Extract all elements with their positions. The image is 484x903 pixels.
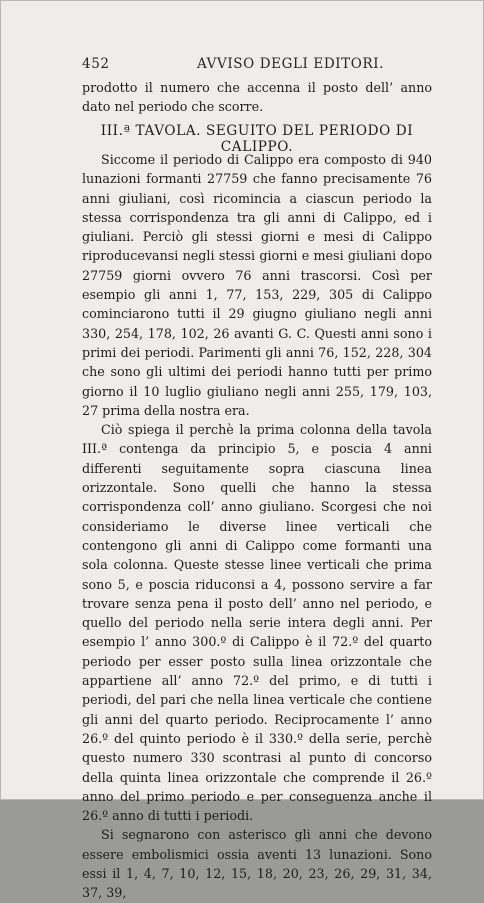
paragraph: Ciò spiega il perchè la prima colonna della tavola III.ª contenga da principio 5, e poscia 4 anni differenti seguitamente sopra ciascuna linea orizzontale. Sono quelli che hanno la stessa corrispondenza coll’ anno giuliano. Scorgesi che noi consideriamo le diverse linee verticali che contengono gli anni di Calippo come formanti una sola colonna. Queste stesse linee verticali che prima sono 5, e poscia riduconsi a 4, possono servire a far trovare senza pena il posto dell’ anno nel periodo, e quello del periodo nella serie intera degli anni. Per esempio l’ anno 300.º di Calippo è il 72.º del quarto periodo per esser posto sulla linea orizzontale che appartiene all’ anno 72.º del primo, e di tutti i periodi, del pari che nella linea verticale che contiene gli anni del quarto periodo. Reciprocamente l’ anno 26.º del quinto periodo è il 330.º della serie, perchè questo numero 330 scontrasi al punto di concorso della quinta linea orizzontale che comprende il 26.º anno del primo periodo e per conseguenza anche il 26.º anno di tutti i periodi. [82, 422, 432, 824]
paragraph: Si segnarono con asterisco gli anni che devono essere embolismici ossia aventi 13 lunazioni. Sono essi il 1, 4, 7, 10, 12, 15, 18, 20, 23, 26, 29, 31, 34, 37, 39, [82, 827, 432, 901]
continuation-text: prodotto il numero che accenna il posto dell’ anno dato nel periodo che scorre. [82, 80, 432, 115]
page-number: 452 [82, 56, 110, 72]
section-title: III.ª TAVOLA. SEGUITO DEL PERIODO DI CALIPPO. [100, 123, 414, 155]
body-text [82, 150, 432, 903]
running-title: AVVISO DEGLI EDITORI. [197, 56, 385, 72]
paragraph: Siccome il periodo di Calippo era composto di 940 lunazioni formanti 27759 che fanno precisamente 76 anni giuliani, così ricomincia a ciascun periodo la stessa corrispondenza tra gli anni di Calippo, ed i giuliani. Perciò gli stessi giorni e mesi di Calippo riproducevansi negli stessi giorni e mesi giuliani dopo 27759 giorni ovvero 76 anni trascorsi. Così per esempio gli anni 1, 77, 153, 229, 305 di Calippo cominciarono tutti il 29 giugno giuliano negli anni 330, 254, 178, 102, 26 avanti G. C. Questi anni sono i primi dei periodi. Parimenti gli anni 76, 152, 228, 304 che sono gli ultimi dei periodi hanno tutti per primo giorno il 10 luglio giuliano negli anni 255, 179, 103, 27 prima della nostra era. [82, 152, 432, 418]
